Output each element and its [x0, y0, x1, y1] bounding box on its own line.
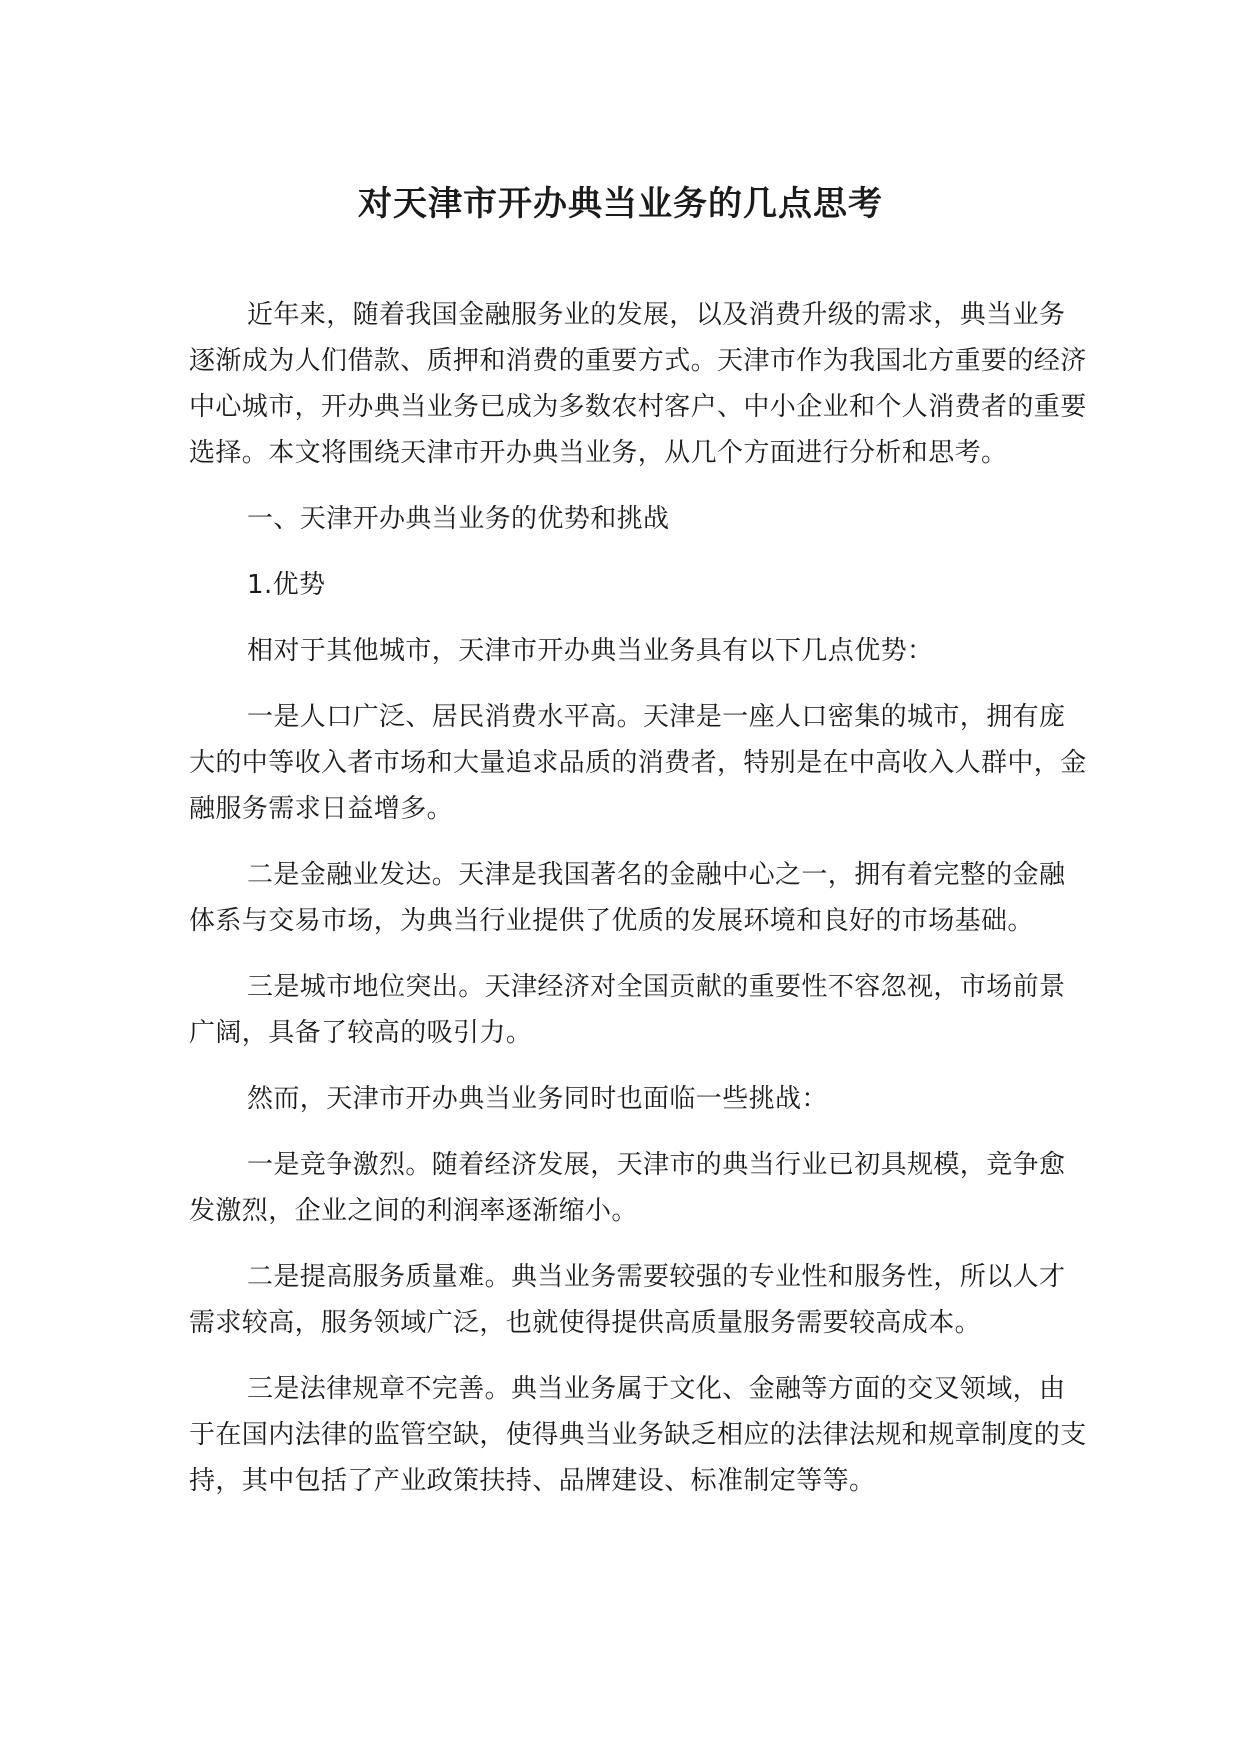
paragraph-advantages-lead: 相对于其他城市，天津市开办典当业务具有以下几点优势：: [247, 636, 934, 666]
paragraph-challenge-3: 三是法律规章不完善。典当业务属于文化、金融等方面的交叉领域，由于在国内法律的监管空缺，使得典当业务缺乏相应的法律法规和规章制度的支持，其中包括了产业政策扶持、品牌建设、标准制定等等。: [189, 1374, 1087, 1496]
subsection-heading-advantages: 1.优势: [247, 570, 326, 600]
paragraph-challenges-lead: 然而，天津市开办典当业务同时也面临一些挑战：: [247, 1084, 828, 1114]
document-title: 对天津市开办典当业务的几点思考: [358, 184, 883, 224]
paragraph-challenge-1: 一是竞争激烈。随着经济发展，天津市的典当行业已初具规模，竞争愈发激烈，企业之间的利润率逐渐缩小。: [189, 1150, 1066, 1226]
section-heading-advantages-challenges: 一、天津开办典当业务的优势和挑战: [247, 504, 670, 534]
paragraph-advantage-1: 一是人口广泛、居民消费水平高。天津是一座人口密集的城市，拥有庞大的中等收入者市场和大量追求品质的消费者，特别是在中高收入人群中，金融服务需求日益增多。: [189, 702, 1087, 824]
document-body: [189, 292, 1089, 1524]
paragraph-advantage-3: 三是城市地位突出。天津经济对全国贡献的重要性不容忽视，市场前景广阔，具备了较高的吸引力。: [189, 972, 1066, 1048]
paragraph-advantage-2: 二是金融业发达。天津是我国著名的金融中心之一，拥有着完整的金融体系与交易市场，为典当行业提供了优质的发展环境和良好的市场基础。: [189, 860, 1066, 936]
paragraph-challenge-2: 二是提高服务质量难。典当业务需要较强的专业性和服务性，所以人才需求较高，服务领域广泛，也就使得提供高质量服务需要较高成本。: [189, 1262, 1066, 1338]
paragraph-intro: 近年来，随着我国金融服务业的发展，以及消费升级的需求，典当业务逐渐成为人们借款、质押和消费的重要方式。天津市作为我国北方重要的经济中心城市，开办典当业务已成为多数农村客户、中小企业和个人消费者的重要选择。本文将围绕天津市开办典当业务，从几个方面进行分析和思考。: [189, 300, 1087, 468]
